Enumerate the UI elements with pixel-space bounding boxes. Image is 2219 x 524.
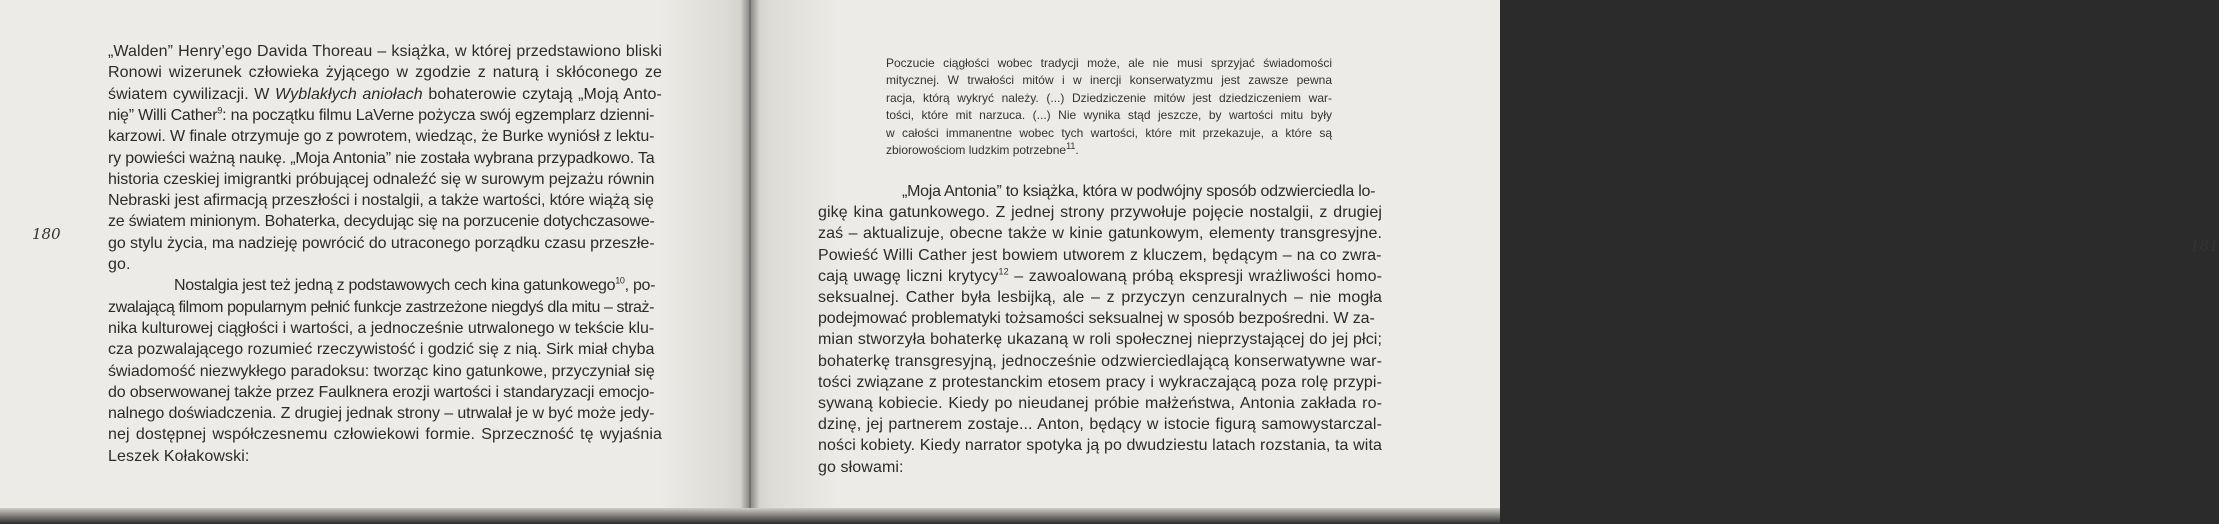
line-text: zwalającą filmom popularnym pełnić funkcje zastrzeżone niegdyś dla mitu – straż- xyxy=(108,298,655,316)
text-line xyxy=(108,256,131,274)
page-bottom-edge xyxy=(0,508,1500,524)
line-text: zaś – aktualizuje, obecne także w kinie gatunkowym, elementy transgresyjne. xyxy=(818,225,1382,243)
text-line xyxy=(818,437,1382,455)
text-line xyxy=(818,204,1382,222)
line-text: „Walden” Henry’ego Davida Thoreau – książka, w której przedstawiono bliski xyxy=(108,43,662,60)
line-text: seksualnej. Cather była lesbijką, ale – z przyczyn cenzuralnych – nie mogła xyxy=(818,289,1382,306)
right-page xyxy=(750,0,2219,524)
line-text: zbiorowościom ludzkim potrzebne xyxy=(886,143,1067,157)
line-text: Nostalgia jest też jedną z podstawowych cech kina gatunkowego xyxy=(174,277,616,295)
line-text: go słowami: xyxy=(818,458,904,476)
text-line xyxy=(902,183,1375,201)
line-text: cza pozwalającego rozumieć rzeczywistość i godzić się z nią. Sirk miał chyba xyxy=(108,341,655,359)
line-text: w całości immanentne wobec tych wartości, które mit przekazuje, a które są xyxy=(886,125,1332,140)
line-text: ry powieści ważną naukę. „Moja Antonia” nie została wybrana przypadkowo. Ta xyxy=(108,149,655,167)
quote-line xyxy=(886,143,1079,157)
line-text: karzowi. W finale otrzymuje go z powrotem, wiedząc, że Burke wyniósł z lektu- xyxy=(108,128,655,146)
text-line xyxy=(108,128,654,146)
text-line xyxy=(174,277,655,295)
text-line xyxy=(108,107,654,125)
line-text: Powieść Willi Cather jest bowiem utworem z kluczem, będącym – na co zwra- xyxy=(818,246,1382,264)
line-text: go. xyxy=(108,256,131,273)
text-line xyxy=(108,213,655,231)
text-line xyxy=(818,247,1382,265)
text-line xyxy=(108,363,655,381)
text-line xyxy=(108,341,654,359)
line-text: Nebraski jest afirmacją przeszłości i nostalgii, a także wartości, które wiążą się xyxy=(108,192,654,210)
text-line xyxy=(108,448,249,466)
line-text: nalnego doświadczenia. Z drugiej jednak strony – utrwalał je w być może jedy- xyxy=(108,405,655,423)
line-text: tości, które mit narzuca. (...) Nie wynika stąd jeszcze, by wartości mitu były xyxy=(886,108,1332,123)
line-text: ze światem minionym. Bohaterka, decydując się na porzucenie dotychczasowe- xyxy=(108,213,655,231)
quote-line xyxy=(886,108,1332,122)
line-text: nej dostępnej współczesnemu człowiekowi formie. Sprzeczność tę wyjaśnia xyxy=(108,426,662,444)
text-line xyxy=(108,64,662,82)
text-line xyxy=(818,353,1382,371)
line-text-continued: – zawoalowaną próbą ekspresji wrażliwości homo- xyxy=(1008,267,1382,285)
footnote-marker: 10 xyxy=(615,275,625,286)
text-line xyxy=(818,374,1382,392)
line-text: do obserwowanej także przez Faulknera erozji wartości i standaryzacji emocjo- xyxy=(108,383,655,401)
line-text: dzinę, jej partnerem zostaje... Anton, będący w istocie figurą samowystarczal- xyxy=(818,416,1382,434)
page-number-right: 181 xyxy=(2190,237,2219,255)
left-page xyxy=(0,0,748,524)
line-text-continued: : na początku filmu LaVerne pożycza swój egzemplarz dzienni- xyxy=(222,106,655,124)
line-text: Leszek Kołakowski: xyxy=(108,447,250,465)
text-line xyxy=(818,310,1375,328)
footnote-marker: 12 xyxy=(998,266,1009,277)
line-text: mitycznej. W trwałości mitów i w inercji konserwatyzmu jest zawsze pewna xyxy=(886,73,1332,88)
line-text: światem cywilizacji. W xyxy=(108,85,275,103)
text-line xyxy=(108,235,655,253)
line-text: Ronowi wizerunek człowieka żyjącego w zgodzie z naturą i skłóconego ze xyxy=(108,64,662,82)
text-line xyxy=(108,171,654,189)
quote-line xyxy=(886,126,1332,140)
text-line xyxy=(108,150,655,168)
line-text: nika kulturowej ciągłości i wartości, a jednocześnie utrwalonego w tekście klu- xyxy=(108,319,655,337)
line-text: go stylu życia, ma nadzieję powrócić do utraconego porządku czasu przeszłe- xyxy=(108,234,655,252)
line-text: sywaną kobiecie. Kiedy po nieudanej próbie małżeństwa, Antonia zakłada ro- xyxy=(818,395,1382,412)
italic-title: Wyblakłych aniołach xyxy=(274,85,423,103)
quote-line xyxy=(886,73,1332,87)
line-text: historia czeskiej imigrantki próbującej odnaleźć się w surowym pejzażu równin xyxy=(108,170,655,188)
text-line xyxy=(818,268,1382,286)
book-gutter xyxy=(740,0,760,524)
text-line xyxy=(818,331,1382,349)
line-text: ności kobiety. Kiedy narrator spotyka ją po dwudziestu latach rozstania, ta wita xyxy=(818,437,1382,455)
quote-line xyxy=(886,56,1332,70)
line-text: bohaterkę transgresyjną, jednocześnie odzwierciedlającą konserwatywne war- xyxy=(818,352,1382,370)
quote-line xyxy=(886,91,1332,105)
line-text: racja, którą wykryć należy. (...) Dziedziczenie mitów jest dziedziczeniem war- xyxy=(886,90,1332,105)
text-line xyxy=(108,384,654,402)
line-text: „Moja Antonia” to książka, która w podwójny sposób odzwierciedla lo- xyxy=(902,183,1376,200)
text-line xyxy=(818,395,1382,413)
line-text: tości związane z protestanckim etosem pracy i wykraczającą poza rolę przypi- xyxy=(818,373,1382,391)
text-line xyxy=(818,416,1382,434)
line-text-continued: , po- xyxy=(624,277,656,295)
footnote-marker: 9 xyxy=(217,105,223,116)
text-line xyxy=(818,459,904,477)
line-text-continued: . xyxy=(1075,143,1079,157)
footnote-marker: 11 xyxy=(1066,141,1076,151)
text-line xyxy=(108,405,654,423)
text-line xyxy=(818,289,1382,307)
text-line xyxy=(818,225,1382,243)
text-line xyxy=(108,320,654,338)
line-text-continued: bohaterowie czytają „Moją Anto- xyxy=(422,85,662,103)
page-number-left: 180 xyxy=(32,225,61,243)
line-text: podejmować problematyki tożsamości seksualnej w sposób bezpośredni. W za- xyxy=(818,310,1375,328)
line-text: świadomość niezwykłego paradoksu: tworząc kino gatunkowe, przyczyniał się xyxy=(108,362,655,380)
line-text: cają uwagę liczni krytycy xyxy=(818,267,999,285)
text-line xyxy=(108,86,662,104)
line-text: mian stworzyła bohaterkę ukazaną w roli społecznej nieprzystającej do jej płci; xyxy=(818,331,1382,349)
text-line xyxy=(108,426,662,444)
line-text: Poczucie ciągłości wobec tradycji może, ale nie musi sprzyjać świadomości xyxy=(886,56,1332,70)
text-line xyxy=(108,43,662,61)
line-text: nię” Willi Cather xyxy=(108,106,218,124)
line-text: gikę kina gatunkowego. Z jednej strony przywołuje pojęcie nostalgii, z drugiej xyxy=(818,204,1382,222)
text-line xyxy=(108,299,654,317)
text-line xyxy=(108,192,654,210)
